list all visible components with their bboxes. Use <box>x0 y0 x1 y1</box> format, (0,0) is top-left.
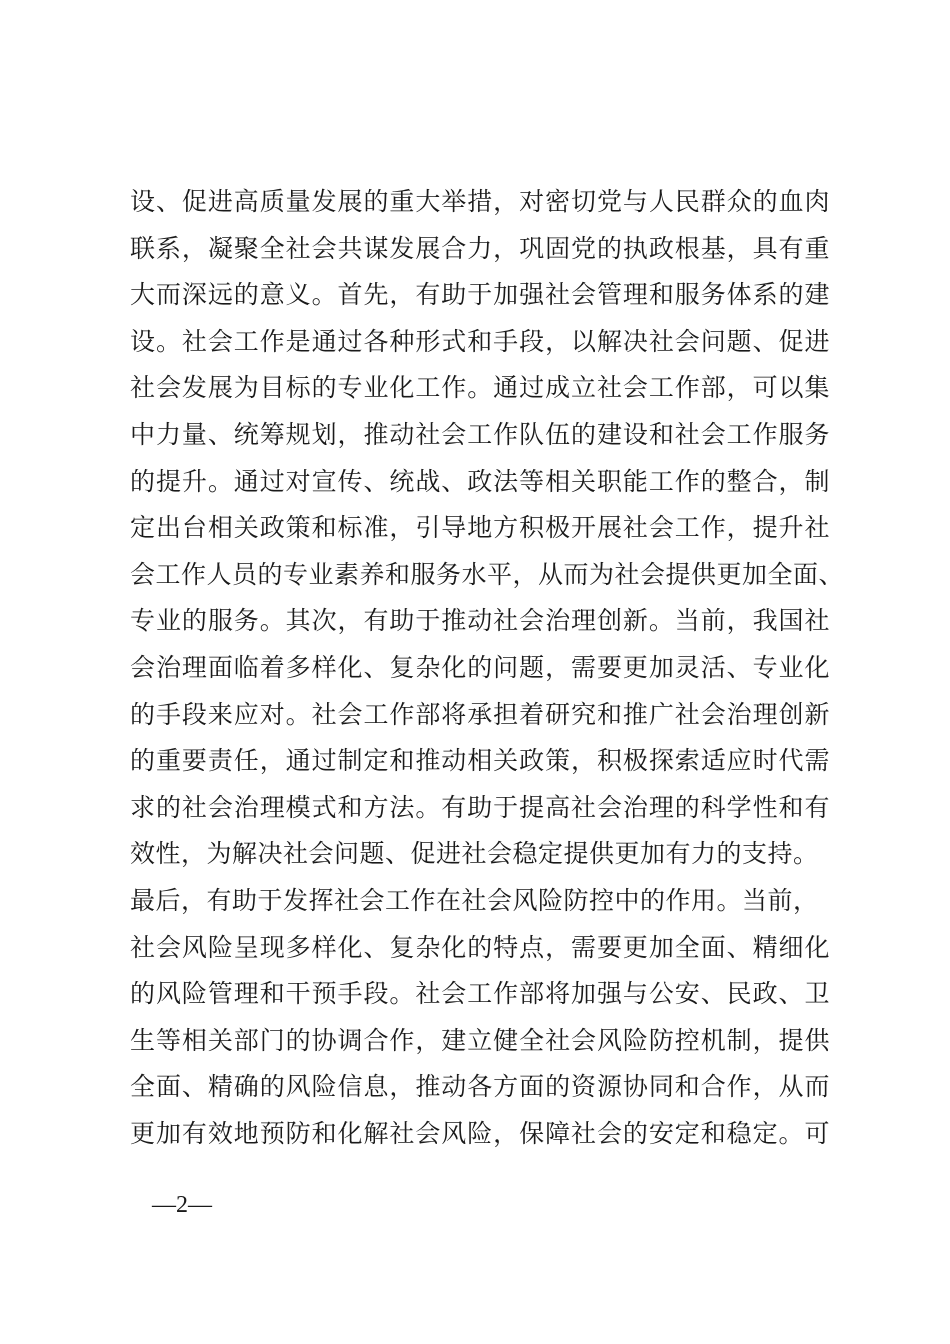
text-line: 求的社会治理模式和方法。有助于提高社会治理的科学性和有 <box>130 792 830 822</box>
text-line: 专业的服务。其次，有助于推动社会治理创新。当前，我国社 <box>130 606 830 636</box>
text-line: 生等相关部门的协调合作，建立健全社会风险防控机制，提供 <box>130 1025 830 1055</box>
text-line: 会治理面临着多样化、复杂化的问题，需要更加灵活、专业化 <box>130 652 830 682</box>
text-line: 效性，为解决社会问题、促进社会稳定提供更加有力的支持。 <box>130 839 819 869</box>
body-text <box>130 179 845 1157</box>
text-line: 全面、精确的风险信息，推动各方面的资源协同和合作，从而 <box>130 1072 830 1102</box>
text-line: 设。社会工作是通过各种形式和手段，以解决社会问题、促进 <box>130 326 830 356</box>
text-line: 设、促进高质量发展的重大举措，对密切党与人民群众的血肉 <box>130 187 830 216</box>
text-line: 定出台相关政策和标准，引导地方积极开展社会工作，提升社 <box>130 513 830 543</box>
text-line: 会工作人员的专业素养和服务水平，从而为社会提供更加全面、 <box>130 559 845 589</box>
text-line: 更加有效地预防和化解社会风险，保障社会的安定和稳定。可 <box>130 1118 830 1148</box>
text-line: 联系，凝聚全社会共谋发展合力，巩固党的执政根基，具有重 <box>130 233 830 263</box>
page-number: —2— <box>152 1192 212 1218</box>
text-line: 的手段来应对。社会工作部将承担着研究和推广社会治理创新 <box>130 699 830 729</box>
text-line: 社会发展为目标的专业化工作。通过成立社会工作部，可以集 <box>130 373 830 403</box>
text-line: 的重要责任，通过制定和推动相关政策，积极探索适应时代需 <box>130 746 830 776</box>
text-line: 的风险管理和干预手段。社会工作部将加强与公安、民政、卫 <box>130 979 830 1009</box>
text-line: 大而深远的意义。首先，有助于加强社会管理和服务体系的建 <box>130 280 830 310</box>
text-line: 最后，有助于发挥社会工作在社会风险防控中的作用。当前， <box>130 885 819 915</box>
text-line: 社会风险呈现多样化、复杂化的特点，需要更加全面、精细化 <box>130 932 830 962</box>
text-line: 中力量、统筹规划，推动社会工作队伍的建设和社会工作服务 <box>130 419 830 449</box>
text-line: 的提升。通过对宣传、统战、政法等相关职能工作的整合，制 <box>130 466 830 496</box>
